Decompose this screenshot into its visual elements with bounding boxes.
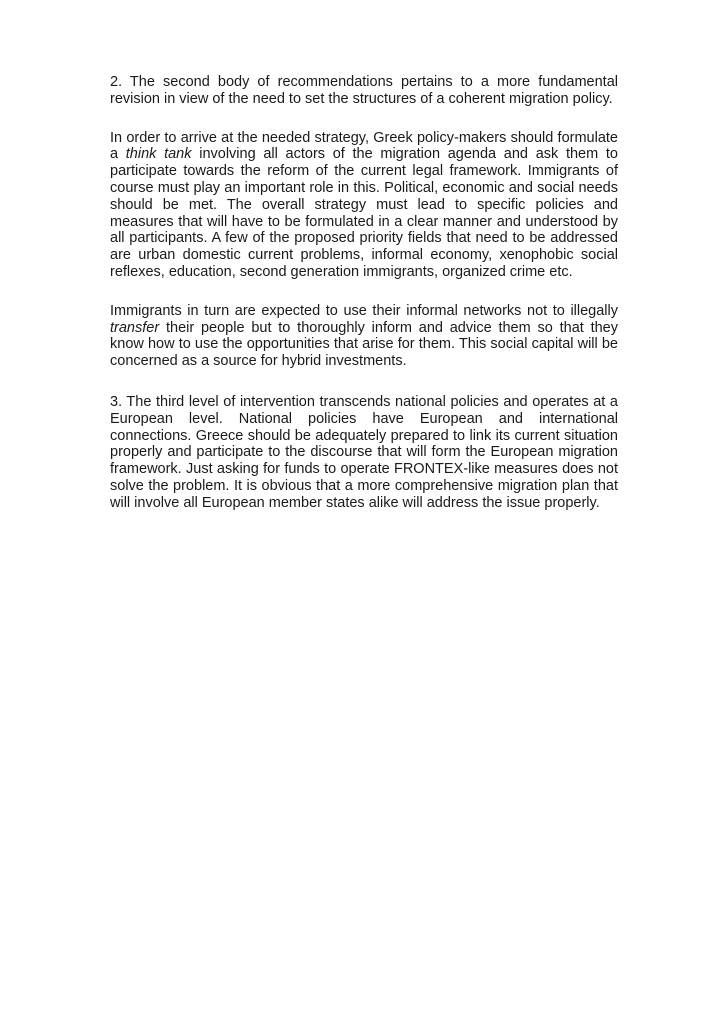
paragraph-strategy (110, 130, 618, 281)
paragraph-immigrants-networks (110, 303, 618, 370)
paragraph-text: 2. The second body of recommendations pertains to a more fundamental revision in view of the need to set the structures of a coherent migration policy. (110, 74, 618, 107)
paragraph-text-after: their people but to thoroughly inform and advice them so that they know how to use the opportunities that arise for them. This social capital will be concerned as a source for hybrid investments. (110, 319, 618, 370)
document-body (110, 74, 618, 534)
paragraph-text-before: In order to arrive at the needed strategy, Greek policy-makers should formulate a (110, 129, 618, 163)
paragraph-third-level (110, 394, 618, 512)
paragraph-text-before: Immigrants in turn are expected to use their informal networks not to illegally (110, 302, 618, 319)
emphasis-think-tank: think tank (125, 146, 192, 163)
paragraph-second-recommendations (110, 74, 618, 108)
paragraph-text: 3. The third level of intervention transcends national policies and operates at a European level. National policies have European and international connections. Greece should be adequately prepared to link its current situation properly and participate to the discourse that will form the European migration framework. Just asking for funds to operate FRONTEX-like measures does not solve the problem. It is obvious that a more comprehensive migration plan that will involve all European member states alike will address the issue properly. (110, 393, 618, 511)
paragraph-text-after: involving all actors of the migration agenda and ask them to participate towards the reform of the current legal framework. Immigrants of course must play an important role in this. Political, economic and social needs should be met. The overall strategy must lead to specific policies and measures that will have to be formulated in a clear manner and understood by all participants. A few of the proposed priority fields that need to be addressed are urban domestic current problems, informal economy, xenophobic social reflexes, education, second generation immigrants, organized crime etc. (110, 146, 618, 280)
emphasis-transfer: transfer (110, 319, 160, 336)
